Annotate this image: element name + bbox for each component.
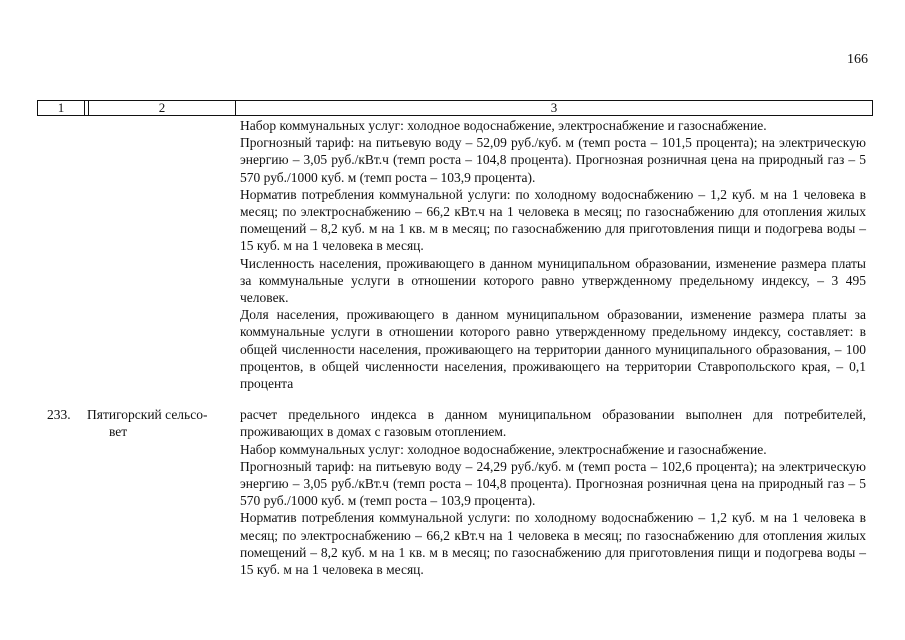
table-row [37,406,873,578]
page-number: 166 [847,52,868,67]
column-header-2: 2 [89,101,236,115]
paragraph: Норматив потребления коммунальной услуги: по холодному водоснабжению – 1,2 куб. м на 1 человека в месяц; по электроснабжению – 66,2 кВт.ч на 1 человека в месяц; по газоснабжению для отопления жилых помещений – 8,2 куб. м на 1 кв. м в месяц; по газоснабжению для приготовления пищи и подогрева воды – 15 куб. м на 1 человека в месяц. [240,510,866,578]
row-description [240,117,866,392]
row-name-line1: Пятигорский сельсо- [87,407,208,423]
row-name-line2: вет [109,424,128,440]
paragraph: Доля населения, проживающего в данном муниципальном образовании, изменение размера платы за коммунальные услуги в отношении которого равно утвержденному предельному индексу, составляет: в общей численности населения, проживающего на территории данного муниципального образования, – 100 процентов, в общей численности населения, проживающего на территории Ставропольского края, – 0,1 процента [240,307,866,392]
table-body [37,117,873,578]
column-header-3: 3 [550,100,558,115]
paragraph: Набор коммунальных услуг: холодное водоснабжение, электроснабжение и газоснабжение. [240,118,767,133]
table-row [37,117,873,392]
row-name [83,117,240,392]
paragraph: Прогнозный тариф: на питьевую воду – 24,29 руб./куб. м (темп роста – 102,6 процента); на электрическую энергию – 3,05 руб./кВт.ч (темп роста – 104,8 процента). Прогнозная розничная цена на природный газ – 5 570 руб./1000 куб. м (темп роста – 103,9 процента). [240,458,866,509]
row-description [240,406,866,578]
paragraph: Норматив потребления коммунальной услуги: по холодному водоснабжению – 1,2 куб. м на 1 человека в месяц; по электроснабжению – 66,2 кВт.ч на 1 человека в месяц; по газоснабжению для отопления жилых помещений – 8,2 куб. м на 1 кв. м в месяц; по газоснабжению для приготовления пищи и подогрева воды – 15 куб. м на 1 человека в месяц. [240,186,866,254]
row-name [83,406,240,578]
row-number [37,117,83,392]
paragraph: Прогнозный тариф: на питьевую воду – 52,09 руб./куб. м (темп роста – 101,5 процента); на электрическую энергию – 3,05 руб./кВт.ч (темп роста – 104,8 процента). Прогнозная розничная цена на природный газ – 5 570 руб./1000 куб. м (темп роста – 103,9 процента). [240,135,866,185]
row-number: 233. [47,407,71,423]
paragraph: расчет предельного индекса в данном муниципальном образовании выполнен для потребителей, проживающих в домах с газовым отоплением. [240,407,866,440]
paragraph: Набор коммунальных услуг: холодное водоснабжение, электроснабжение и газоснабжение. [240,441,767,457]
column-header-1: 1 [38,101,85,115]
paragraph: Численность населения, проживающего в данном муниципальном образовании, изменение размера платы за коммунальные услуги в отношении которого равно утвержденному предельному индексу, – 3 495 человек. [240,255,866,306]
column-header-row [37,100,873,116]
